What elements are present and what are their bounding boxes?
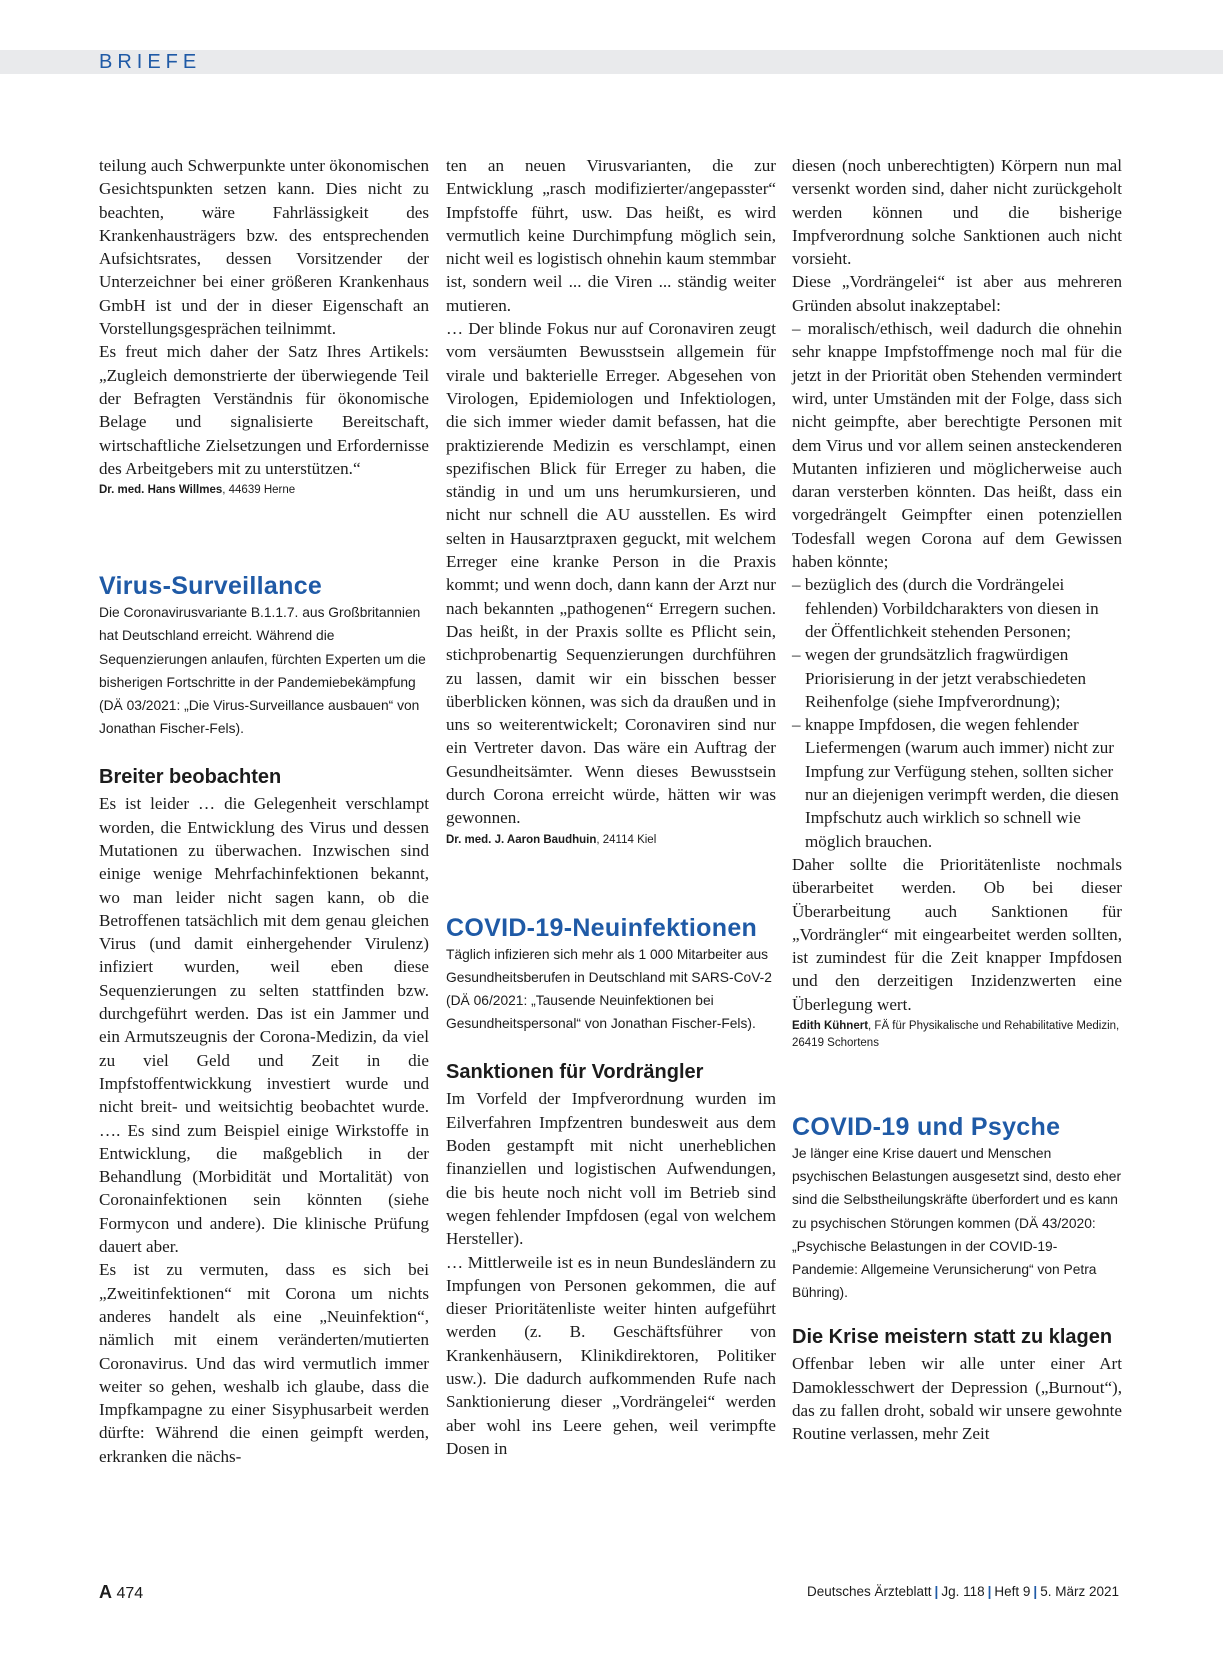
letter-paragraph: Im Vorfeld der Impfverordnung wurden im Eilverfahren Impfzentren bundesweit aus dem Boden gestampft mit nicht unerheblichen finanziellen und logistischen Aufwendungen, die bis heute noch nicht voll im Betrieb sind wegen fehlender Impfdosen (egal von welchem Hersteller).	[446, 1089, 776, 1249]
topic-heading: COVID-19-Neuinfektionen	[446, 913, 758, 942]
topic-heading: Virus-Surveillance	[99, 572, 323, 601]
author-name: Edith Kühnert	[792, 1019, 869, 1032]
letter-paragraph: teilung auch Schwerpunkte unter ökonomischen Gesichtspunkten setzen kann. Dies nicht zu beachten, wäre Fahrlässigkeit des Krankenhausträgers bzw. des entsprechenden Aufsichtsrates, dessen Vorsitzender der Unterzeichner bei einer größeren Krankenhaus GmbH ist und der in dieser Eigenschaft an Vorstellungsgesprächen teilnimmt.	[99, 156, 429, 339]
letter-paragraph: … Der blinde Fokus nur auf Coronaviren zeugt vom versäumten Bewusstsein allgemein für virale und bakterielle Erreger. Abgesehen von Virologen, Epidemiologen und Infektiologen, die sich immer wieder damit befassen, hat die praktizierende Medizin es verschlampt, einen spezifischen Blick für Erreger zu haben, die ständig in und um uns herumkursieren, und nicht nur schnell die AU ausstellen. Es wird selten in Hausarztpraxen geguckt, mit welchem Erreger eine kranke Person in die Praxis kommt; und wenn doch, dann kann der Arzt nur nach bekannten „pathogenen“ Erregern suchen. Das heißt, in der Praxis sollte es Pflicht sein, stichprobenartig Sequenzierungen durchführen zu lassen, damit wir ein bisschen besser überblicken können, was sich da draußen und in uns so weiterentwickelt; Coronaviren sind nur ein Vertreter davon. Das wäre ein Auftrag der Gesundheitsämter. Wenn dieses Bewusstsein durch Corona erreicht würde, hätten wir was gewonnen.	[446, 319, 776, 828]
author-location: , 24114 Kiel	[596, 833, 657, 846]
letter-signature	[792, 1018, 1122, 1052]
author-name: Dr. med. Hans Willmes	[99, 484, 223, 497]
letter-list-item: – knappe Impfdosen, die wegen fehlender Liefermengen (warum auch immer) nicht zur Impfung zur Verfügung stehen, sollten sicher nur an diejenigen verimpft werden, die diesen Impfschutz auch wirklich so schnell wie möglich brauchen.	[792, 715, 1119, 851]
letter-heading: Sanktionen für Vordrängler	[446, 1061, 704, 1084]
letter-list-item: – moralisch/ethisch, weil dadurch die ohnehin sehr knappe Impfstoffmenge noch mal für die jetzt in der Priorität oben Stehenden vermindert wird, unter Umständen mit der Folge, dass sich nicht geimpfte, aber berechtigte Personen mit dem Virus und vor allem seinen ansteckenderen Mutanten infizieren und möglicherweise auch daran versterben könnten. Das heißt, dass ein vorgedrängelt Geimpfter einen potenziellen Todesfall wegen Corona auf dem Gewissen haben könnte;	[792, 319, 1122, 572]
topic-intro: Je länger eine Krise dauert und Menschen psychischen Belastungen ausgesetzt sind, desto eher sind die Selbstheilungskräfte überfordert und es kann zu psychischen Störungen kommen (DÄ 43/2020: „Psychische Belastungen in der COVID-19-Pandemie: Allgemeine Verunsicherung“ von Petra Bühring).	[792, 1145, 1122, 1301]
page-number	[99, 1582, 143, 1603]
author-location: , 44639 Herne	[222, 484, 296, 497]
author-location: , FÄ für Physikalische und Rehabilitative Medizin, 26419 Schortens	[792, 1019, 1120, 1049]
letter-heading: Die Krise meistern statt zu klagen	[792, 1326, 1113, 1349]
column-3	[792, 154, 1122, 1446]
letter-list-item: – bezüglich des (durch die Vordrängelei fehlenden) Vorbildcharakters von diesen in der Öffentlichkeit stehenden Personen;	[792, 575, 1099, 641]
topic-intro: Die Coronavirusvariante B.1.1.7. aus Großbritannien hat Deutschland erreicht. Während die Sequenzierungen anlaufen, fürchten Experten um die bisherigen Fortschritte in der Pandemiebekämpfung (DÄ 03/2021: „Die Virus-Surveillance ausbauen“ von Jonathan Fischer-Fels).	[99, 605, 426, 737]
section-label: BRIEFE	[99, 51, 202, 73]
journal-footer	[807, 1584, 1119, 1599]
letter-paragraph: Offenbar leben wir alle unter einer Art Damoklesschwert der Depression („Burnout“), das zu fallen droht, sobald wir unsere gewohnte Routine verlassen, mehr Zeit	[792, 1354, 1122, 1444]
footer-separator: |	[934, 1584, 939, 1599]
topic-heading: COVID-19 und Psyche	[792, 1112, 1061, 1141]
footer-separator: |	[987, 1584, 992, 1599]
footer-separator: |	[1033, 1584, 1038, 1599]
journal-date: 5. März 2021	[1040, 1584, 1119, 1599]
letter-paragraph: Diese „Vordrängelei“ ist aber aus mehreren Gründen absolut inakzeptabel:	[792, 272, 1122, 315]
letter-signature	[99, 482, 429, 499]
topic-intro: Täglich infizieren sich mehr als 1 000 Mitarbeiter aus Gesundheitsberufen in Deutschland mit SARS-CoV-2 (DÄ 06/2021: „Tausende Neuinfektionen bei Gesundheitspersonal“ von Jonathan Fischer-Fels).	[446, 946, 772, 1032]
column-2	[446, 154, 776, 1460]
journal-issue: Heft 9	[994, 1584, 1031, 1599]
letter-paragraph: ten an neuen Virusvarianten, die zur Entwicklung „rasch modifizierter/angepasster“ Impfstoffe führt, usw. Das heißt, es wird vermutlich keine Durchimpfung möglich sein, nicht weil es logistisch ohnehin kaum stemmbar ist, sondern weil ... die Viren ... ständig weiter mutieren.	[446, 156, 776, 315]
letter-paragraph: … Mittlerweile ist es in neun Bundesländern zu Impfungen von Personen gekommen, die auf dieser Prioritätenliste weiter hinten aufgeführt werden (z. B. Geschäftsführer von Krankenhäusern, Klinikdirektoren, Politiker usw.). Die dadurch aufkommenden Rufe nach Sanktionierung dieser „Vordrängelei“ werden aber wohl ins Leere gehen, weil verimpfte Dosen in	[446, 1252, 776, 1458]
column-1	[99, 154, 429, 1468]
letter-paragraph: Daher sollte die Prioritätenliste nochmals überarbeitet werden. Ob bei dieser Überarbeitung auch Sanktionen für „Vordrängler“ mit eingearbeitet werden sollten, ist zumindest für die Zeit knapper Impfdosen und den derzeitigen Inzidenzwerten eine Überlegung wert.	[792, 854, 1122, 1014]
letter-signature	[446, 832, 776, 849]
letter-paragraph: Es ist leider … die Gelegenheit verschlampt worden, die Entwicklung des Virus und dessen Mutationen zu überwachen. Inzwischen sind einige wenige Mehrfachinfektionen bekannt, wo man leider nicht sagen kann, ob die Betroffenen tatsächlich mit dem genau gleichen Virus (und damit einhergehender Virulenz) infiziert wurden, weil eben diese Sequenzierungen zu selten stattfinden bzw. durchgeführt werden. Das ist ein Jammer und ein Armutszeugnis der Corona-Medizin, da viel zu viel Geld und Zeit in die Impfstoffentwickkung investiert wurde und nicht breit- und weitsichtig beobachtet wurde. …. Es sind zum Beispiel einige Wirkstoffe in Entwicklung, die maßgeblich in der Behandlung (Morbidität und Mortalität) von Coronainfektionen sein könnten (siehe Formycon und andere). Die klinische Prüfung dauert aber.	[99, 794, 429, 1257]
letter-heading: Breiter beobachten	[99, 766, 282, 789]
letter-list-item: – wegen der grundsätzlich fragwürdigen Priorisierung in der jetzt verabschiedeten Reihenfolge (siehe Impfverordnung);	[792, 645, 1086, 711]
letter-paragraph: diesen (noch unberechtigten) Körpern nun mal versenkt worden sind, daher nicht zurückgeholt werden können und die bisherige Impfverordnung solche Sanktionen auch nicht vorsieht.	[792, 156, 1122, 269]
page-number-value: 474	[116, 1585, 144, 1602]
journal-volume: Jg. 118	[941, 1584, 985, 1599]
journal-name: Deutsches Ärzteblatt	[806, 1584, 932, 1599]
letter-paragraph: Es ist zu vermuten, dass es sich bei „Zweitinfektionen“ mit Corona um nichts anderes handelt als eine „Neuinfektion“, nämlich mit einem veränderten/mutierten Coronavirus. Und das wird vermutlich immer weiter so gehen, weshalb ich glaube, dass die Impfkampagne zu einer Sisyphusarbeit werden dürfte: Während die einen geimpft werden, erkranken die nächs-	[99, 1260, 429, 1466]
page-prefix: A	[99, 1582, 112, 1602]
letter-paragraph: Es freut mich daher der Satz Ihres Artikels: „Zugleich demonstrierte der überwiegende Teil der Befragten Verständnis für ökonomische Belage und signalisierte Bereitschaft, wirtschaftliche Zielsetzungen und Erfordernisse des Arbeitgebers mit zu unterstützen.“	[99, 342, 429, 478]
author-name: Dr. med. J. Aaron Baudhuin	[446, 833, 597, 846]
